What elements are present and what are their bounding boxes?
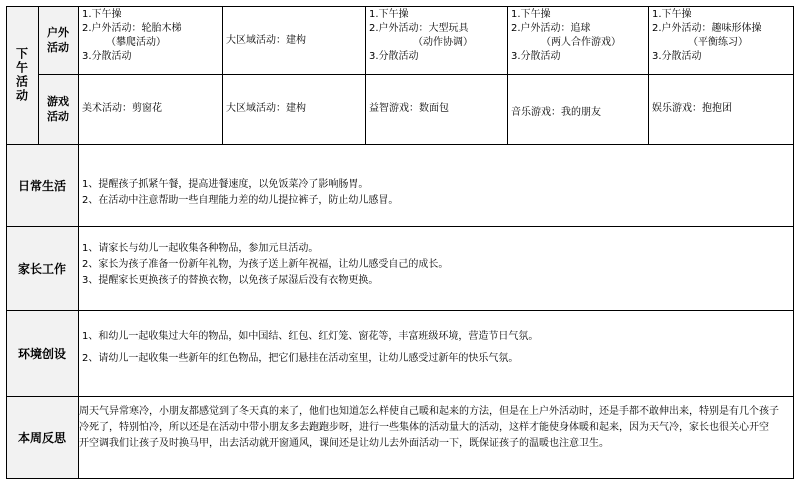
table-border-bottom <box>6 478 794 479</box>
col-divider <box>507 6 508 144</box>
outdoor-cell-line: 2.户外活动：大型玩具 <box>369 23 469 34</box>
game-cell-text: 益智游戏：数面包 <box>369 103 449 114</box>
outdoor-cell-line: 1.下午操 <box>652 9 692 20</box>
game-cell-mon <box>78 74 222 144</box>
outdoor-activity-label: 户外活动 <box>47 26 69 54</box>
reflection-header <box>6 396 78 478</box>
table-border-right <box>793 6 794 479</box>
reflection-label: 本周反思 <box>17 430 66 445</box>
game-cell-text: 大区域活动：建构 <box>226 103 306 114</box>
row-divider <box>6 144 794 145</box>
outdoor-cell-thu <box>507 6 648 74</box>
game-cell-fri <box>648 74 793 144</box>
col-divider <box>78 6 79 478</box>
row-divider <box>38 74 794 75</box>
daily-life-item: 1、提醒孩子抓紧午餐，提高进餐速度，以免饭菜冷了影响肠胃。 <box>82 179 369 190</box>
outdoor-activity-header <box>38 6 78 74</box>
daily-life-header <box>6 144 78 226</box>
table-border-top <box>6 6 794 7</box>
outdoor-cell-line: 2.户外活动：轮胎木梯 <box>82 23 182 34</box>
outdoor-cell-fri <box>648 6 793 74</box>
daily-life-content <box>78 144 793 226</box>
outdoor-cell-tue <box>222 6 365 74</box>
parent-work-item: 1、请家长与幼儿一起收集各种物品，参加元旦活动。 <box>82 243 319 254</box>
daily-life-item: 2、在活动中注意帮助一些自理能力差的幼儿提拉裤子，防止幼儿感冒。 <box>82 195 399 206</box>
table-border-left <box>6 6 7 479</box>
outdoor-cell-line: （动作协调） <box>413 37 473 48</box>
outdoor-cell-line: 1.下午操 <box>369 9 409 20</box>
game-cell-tue <box>222 74 365 144</box>
outdoor-cell-line: 2.户外活动：趣味形体操 <box>652 23 762 34</box>
outdoor-cell-mon <box>78 6 222 74</box>
environment-item: 2、请幼儿一起收集一些新年的红色物品，把它们悬挂在活动室里，让幼儿感受过新年的快乐气氛。 <box>82 353 519 364</box>
outdoor-cell-line: 3.分散活动 <box>652 51 702 62</box>
parent-work-item: 3、提醒家长更换孩子的替换衣物，以免孩子尿湿后没有衣物更换。 <box>82 275 379 286</box>
outdoor-cell-line: （攀爬活动） <box>106 37 166 48</box>
row-divider <box>6 310 794 311</box>
outdoor-cell-line: 3.分散活动 <box>82 51 132 62</box>
environment-item: 1、和幼儿一起收集过大年的物品，如中国结、红包、红灯笼、窗花等，丰富班级环境，营造节日气氛。 <box>82 331 539 342</box>
game-cell-text: 音乐游戏：我的朋友 <box>511 107 601 118</box>
col-divider <box>38 6 39 144</box>
game-cell-text: 娱乐游戏：抱抱团 <box>652 103 732 114</box>
parent-work-item: 2、家长为孩子准备一份新年礼物，为孩子送上新年祝福，让幼儿感受自己的成长。 <box>82 259 449 270</box>
outdoor-cell-line: 2.户外活动：追球 <box>511 23 591 34</box>
reflection-line: 周天气异常寒冷，小朋友都感觉到了冬天真的来了，他们也知道怎么样使自己暖和起来的方法，但是在上户外活动时，还是手都不敢伸出来，特别是有几个孩子 <box>79 406 779 417</box>
outdoor-cell-line: （平衡练习） <box>688 37 748 48</box>
reflection-line: 开空调我们让孩子及时换马甲，出去活动就开窗通风，课间还是让幼儿去外面活动一下，既保证孩子的温暖也注意卫生。 <box>79 438 609 449</box>
outdoor-cell-line: 3.分散活动 <box>369 51 419 62</box>
game-cell-thu <box>507 74 648 144</box>
outdoor-cell-line: 1.下午操 <box>511 9 551 20</box>
game-cell-text: 美术活动：剪窗花 <box>82 103 162 114</box>
col-divider <box>648 6 649 144</box>
environment-content <box>78 310 793 396</box>
outdoor-cell-wed <box>365 6 507 74</box>
col-divider <box>222 6 223 144</box>
game-activity-header <box>38 74 78 144</box>
outdoor-cell-line: 3.分散活动 <box>511 51 561 62</box>
outdoor-cell-line: 大区域活动：建构 <box>226 35 306 46</box>
daily-life-label: 日常生活 <box>17 178 66 193</box>
afternoon-activity-header <box>6 6 38 144</box>
parent-work-label: 家长工作 <box>17 261 66 276</box>
reflection-content <box>78 396 793 478</box>
row-divider <box>6 396 794 397</box>
parent-work-content <box>78 226 793 310</box>
afternoon-activity-label: 下午活动 <box>14 47 29 103</box>
parent-work-header <box>6 226 78 310</box>
game-cell-wed <box>365 74 507 144</box>
game-activity-label: 游戏活动 <box>47 95 69 123</box>
row-divider <box>6 226 794 227</box>
outdoor-cell-line: （两人合作游戏） <box>541 37 621 48</box>
reflection-line: 冷死了，特别怕冷，所以还是在活动中带小朋友多去跑跑步呀，进行一些集体的活动量大的活动，这样才能使身体暖和起来，因为天气冷，家长也很关心开空 <box>79 422 769 433</box>
environment-label: 环境创设 <box>17 346 66 361</box>
col-divider <box>365 6 366 144</box>
environment-header <box>6 310 78 396</box>
outdoor-cell-line: 1.下午操 <box>82 9 122 20</box>
